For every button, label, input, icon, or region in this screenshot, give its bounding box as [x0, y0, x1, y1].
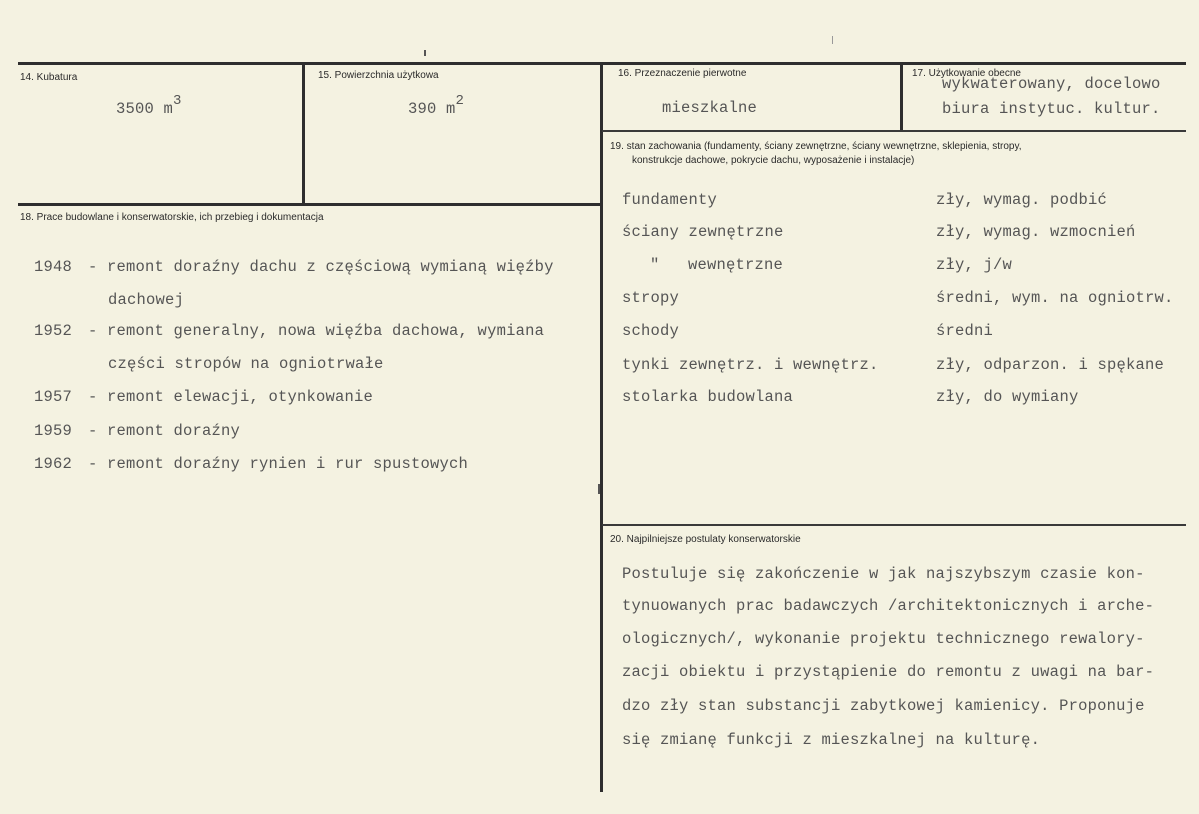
state-element: ściany zewnętrzne [622, 223, 784, 241]
work-description: - remont doraźny rynien i rur spustowych [88, 455, 469, 473]
field-17-value-line1: wykwaterowany, docelowo [942, 75, 1161, 93]
state-value: zły, wymag. wzmocnień [936, 223, 1136, 241]
state-element: fundamenty [622, 191, 718, 209]
divider-15-16 [600, 64, 603, 792]
work-description: - remont doraźny dachu z częściową wymianą więźby [88, 258, 554, 276]
state-element: tynki zewnętrz. i wewnętrz. [622, 356, 879, 374]
state-value: zły, wymag. podbić [936, 191, 1108, 209]
state-element: stropy [622, 289, 680, 307]
scan-speck [424, 50, 426, 56]
postulate-line: się zmianę funkcji z mieszkalnej na kulturę. [622, 731, 1041, 749]
work-description-continued: części stropów na ogniotrwałe [108, 355, 384, 373]
postulate-line: zacji obiektu i przystąpienie do remontu z uwagi na bar- [622, 663, 1155, 681]
work-year: 1959 [34, 422, 73, 440]
field-15-value [408, 93, 465, 118]
state-value: zły, j/w [936, 256, 1013, 274]
field-19-label-line2: konstrukcje dachowe, pokrycie dachu, wyposażenie i instalacje) [632, 155, 915, 166]
scan-speck [832, 36, 833, 44]
divider-14-15 [302, 64, 305, 204]
state-value: średni, wym. na ogniotrw. [936, 289, 1174, 307]
field-16-label: 16. Przeznaczenie pierwotne [618, 68, 747, 79]
state-element: schody [622, 322, 680, 340]
field-15-label: 15. Powierzchnia użytkowa [318, 70, 439, 81]
rule-above-18 [18, 203, 602, 206]
scan-speck [598, 484, 600, 494]
field-19-label-line1: 19. stan zachowania (fundamenty, ściany zewnętrzne, ściany wewnętrzne, sklepienia, stropy, [610, 141, 1022, 152]
work-year: 1962 [34, 455, 73, 473]
area-value: 390 m [408, 100, 456, 118]
field-16-value: mieszkalne [662, 99, 758, 117]
rule-above-20 [602, 524, 1186, 526]
postulate-line: ologicznych/, wykonanie projektu technicznego rewalory- [622, 630, 1145, 648]
rule-under-16-17 [602, 130, 1186, 132]
work-description: - remont elewacji, otynkowanie [88, 388, 374, 406]
state-value: zły, do wymiany [936, 388, 1079, 406]
postulate-line: tynuowanych prac badawczych /architektonicznych i arche- [622, 597, 1155, 615]
cubature-unit-sup: 3 [173, 93, 182, 109]
field-18-label: 18. Prace budowlane i konserwatorskie, ich przebieg i dokumentacja [20, 212, 324, 223]
work-description-continued: dachowej [108, 291, 185, 309]
state-value: średni [936, 322, 994, 340]
postulate-line: dzo zły stan substancji zabytkowej kamienicy. Proponuje [622, 697, 1145, 715]
state-value: zły, odparzon. i spękane [936, 356, 1165, 374]
state-element: stolarka budowlana [622, 388, 794, 406]
field-14-label: 14. Kubatura [20, 72, 78, 83]
field-17-value-line2: biura instytuc. kultur. [942, 100, 1161, 118]
work-description: - remont generalny, nowa więźba dachowa, wymiana [88, 322, 545, 340]
field-17-label: 17. Użytkowanie obecne [912, 68, 1021, 79]
work-year: 1952 [34, 322, 73, 340]
area-unit-sup: 2 [455, 93, 465, 109]
postulate-line: Postuluje się zakończenie w jak najszybszym czasie kon- [622, 565, 1145, 583]
divider-16-17 [900, 64, 903, 130]
cubature-value: 3500 m [116, 100, 174, 118]
work-year: 1957 [34, 388, 73, 406]
state-element: " wewnętrzne [650, 256, 784, 274]
field-14-value [116, 93, 182, 118]
work-year: 1948 [34, 258, 73, 276]
work-description: - remont doraźny [88, 422, 241, 440]
field-20-label: 20. Najpilniejsze postulaty konserwatorskie [610, 534, 801, 545]
